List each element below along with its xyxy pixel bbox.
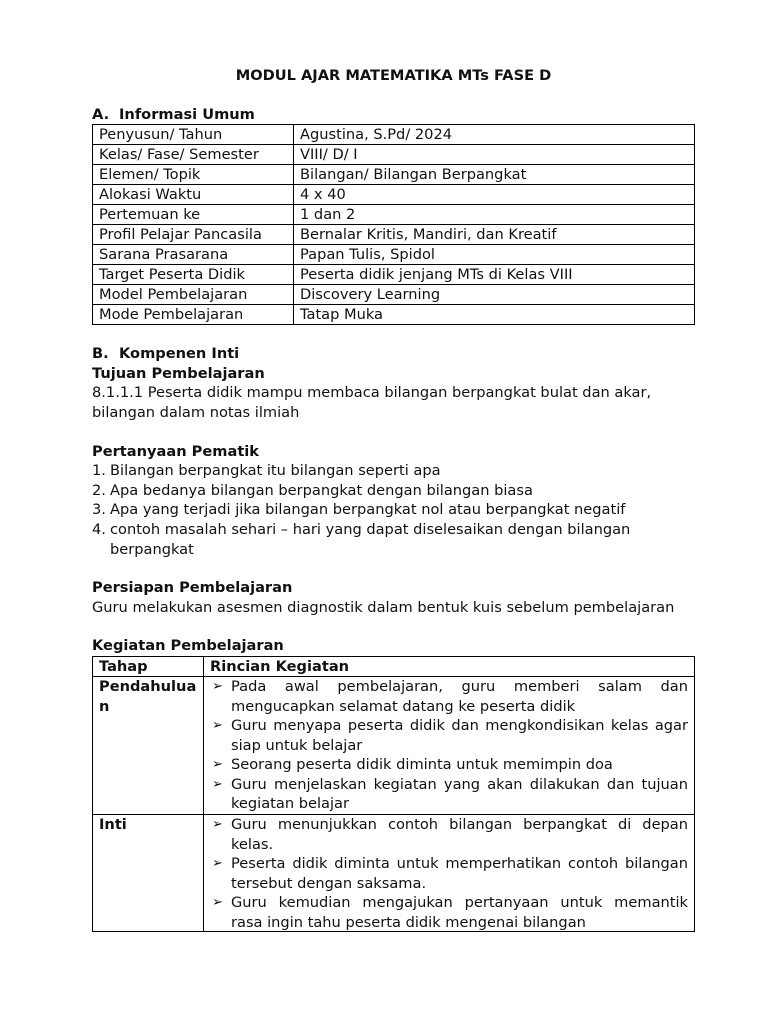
info-key: Kelas/ Fase/ Semester: [93, 145, 294, 165]
document-page: [92, 66, 695, 932]
kegiatan-item-text: Peserta didik diminta untuk memperhatikan contoh bilangan tersebut dengan saksama.: [231, 855, 688, 892]
document-title: MODUL AJAR MATEMATIKA MTs FASE D: [235, 67, 552, 84]
section-b-label: Kompenen Inti: [119, 345, 240, 363]
pematik-number: 3.: [92, 501, 106, 519]
persiapan-heading: Persiapan Pembelajaran: [92, 579, 293, 597]
pematik-item: [92, 520, 695, 559]
info-row: [93, 285, 695, 305]
info-row: [93, 145, 695, 165]
pematik-text: contoh masalah sehari – hari yang dapat diselesaikan dengan bilangan berpangkat: [110, 520, 631, 558]
info-row: [93, 165, 695, 185]
info-row: [93, 205, 695, 225]
pematik-number: 2.: [92, 481, 106, 499]
info-value: Tatap Muka: [294, 305, 695, 325]
col-rincian-header: Rincian Kegiatan: [204, 656, 695, 676]
pematik-number: 4.: [92, 520, 106, 538]
section-b-number: B.: [92, 345, 109, 363]
info-value: Bernalar Kritis, Mandiri, dan Kreatif: [294, 225, 695, 245]
info-value: Peserta didik jenjang MTs di Kelas VIII: [294, 265, 695, 285]
info-value: Discovery Learning: [294, 285, 695, 305]
kegiatan-heading: Kegiatan Pembelajaran: [92, 637, 284, 655]
pematik-item: [92, 481, 695, 501]
kegiatan-item-text: Pada awal pembelajaran, guru memberi salam dan mengucapkan selamat datang ke peserta didik: [231, 677, 688, 715]
info-value: VIII/ D/ I: [294, 145, 695, 165]
info-key: Elemen/ Topik: [93, 165, 294, 185]
col-tahap-header: Tahap: [93, 656, 204, 676]
pematik-heading: Pertanyaan Pematik: [92, 442, 260, 460]
info-key: Alokasi Waktu: [93, 185, 294, 205]
pematik-item: [92, 500, 695, 520]
info-row: [93, 265, 695, 285]
section-a-heading: [92, 105, 695, 125]
pematik-list: [92, 461, 695, 559]
tujuan-heading: Tujuan Pembelajaran: [92, 364, 265, 382]
kegiatan-tahap: Inti: [93, 815, 204, 932]
arrow-bullet-icon: ➢: [212, 856, 223, 872]
kegiatan-item-text: Guru menunjukkan contoh bilangan berpangkat di depan kelas.: [231, 816, 688, 853]
info-value: Papan Tulis, Spidol: [294, 245, 695, 265]
section-b-heading: [92, 344, 695, 364]
kegiatan-row: [93, 676, 695, 814]
arrow-bullet-icon: ➢: [212, 718, 223, 734]
pematik-item: [92, 461, 695, 481]
kegiatan-table: [92, 656, 695, 932]
info-row: [93, 125, 695, 145]
info-row: [93, 185, 695, 205]
kegiatan-item: [210, 815, 688, 854]
kegiatan-rincian: [204, 676, 695, 814]
kegiatan-item: [210, 716, 688, 755]
kegiatan-rincian: [204, 815, 695, 932]
kegiatan-item: [210, 775, 688, 814]
info-table: [92, 124, 695, 325]
section-a-label: Informasi Umum: [119, 105, 255, 123]
arrow-bullet-icon: ➢: [212, 776, 223, 792]
info-key: Pertemuan ke: [93, 205, 294, 225]
kegiatan-item-text: Guru menyapa peserta didik dan mengkondisikan kelas agar siap untuk belajar: [231, 717, 688, 754]
kegiatan-row: [93, 815, 695, 932]
info-key: Penyusun/ Tahun: [93, 125, 294, 145]
pematik-text: Bilangan berpangkat itu bilangan seperti apa: [110, 462, 441, 480]
arrow-bullet-icon: ➢: [212, 895, 223, 911]
info-key: Target Peserta Didik: [93, 265, 294, 285]
pematik-text: Apa yang terjadi jika bilangan berpangkat nol atau berpangkat negatif: [110, 501, 626, 519]
arrow-bullet-icon: ➢: [212, 817, 223, 833]
info-value: 1 dan 2: [294, 205, 695, 225]
kegiatan-tahap: Pendahuluan: [93, 676, 204, 814]
section-a-number: A.: [92, 105, 110, 123]
info-key: Profil Pelajar Pancasila: [93, 225, 294, 245]
kegiatan-item-text: Seorang peserta didik diminta untuk memimpin doa: [231, 756, 613, 774]
info-row: [93, 245, 695, 265]
info-value: Agustina, S.Pd/ 2024: [294, 125, 695, 145]
kegiatan-item: [210, 854, 688, 893]
pematik-text: Apa bedanya bilangan berpangkat dengan bilangan biasa: [110, 481, 533, 499]
kegiatan-item: [210, 755, 688, 775]
arrow-bullet-icon: ➢: [212, 757, 223, 773]
info-value: 4 x 40: [294, 185, 695, 205]
persiapan-text: Guru melakukan asesmen diagnostik dalam bentuk kuis sebelum pembelajaran: [92, 598, 675, 616]
kegiatan-item: [210, 677, 688, 716]
kegiatan-item-text: Guru kemudian mengajukan pertanyaan untuk memantik rasa ingin tahu peserta didik mengenai bilangan: [231, 894, 688, 932]
info-value: Bilangan/ Bilangan Berpangkat: [294, 165, 695, 185]
info-row: [93, 225, 695, 245]
kegiatan-item: [210, 893, 688, 931]
info-row: [93, 305, 695, 325]
kegiatan-item-text: Guru menjelaskan kegiatan yang akan dilakukan dan tujuan kegiatan belajar: [231, 775, 688, 813]
arrow-bullet-icon: ➢: [212, 678, 223, 694]
info-key: Model Pembelajaran: [93, 285, 294, 305]
info-key: Mode Pembelajaran: [93, 305, 294, 325]
info-key: Sarana Prasarana: [93, 245, 294, 265]
pematik-number: 1.: [92, 462, 106, 480]
tujuan-text: 8.1.1.1 Peserta didik mampu membaca bilangan berpangkat bulat dan akar, bilangan dalam notas ilmiah: [92, 384, 652, 421]
